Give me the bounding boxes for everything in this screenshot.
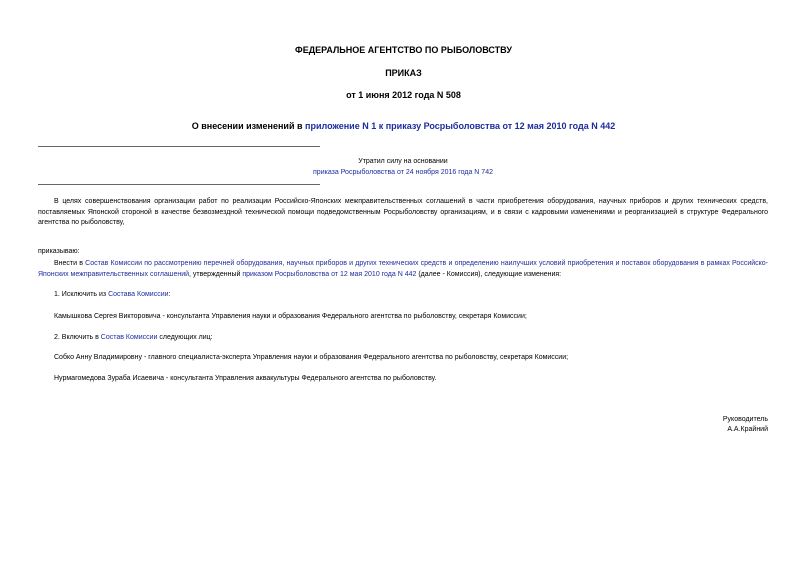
person-3: Нурмагомедова Зураба Исаевича - консультанта Управления аквакультуры Федерального агентства по рыболовству. <box>54 375 437 382</box>
person-2: Собко Анну Владимировну - главного специалиста-эксперта Управления науки и образования Федерального агентства по рыболовству, секретаря Комиссии; <box>54 354 569 361</box>
divider-top <box>38 146 320 147</box>
signature-name: А.А.Крайний <box>727 426 768 433</box>
title-prefix: О внесении изменений в <box>191 121 306 131</box>
order-word: приказываю: <box>38 248 80 255</box>
signature-role: Руководитель <box>722 416 768 423</box>
main-text-2: , утвержденный <box>189 270 243 278</box>
status-link[interactable]: приказа Росрыболовства от 24 ноября 2016 года N 742 <box>313 169 493 176</box>
divider-bottom <box>38 184 320 185</box>
main-paragraph <box>38 259 768 280</box>
person-1: Камышкова Сергея Викторовича - консультанта Управления науки и образования Федерального агентства по рыболовству, секретаря Комиссии; <box>54 313 527 320</box>
main-text-1: Внести в <box>54 260 86 267</box>
item-1-prefix: 1. Исключить из <box>54 291 109 298</box>
document-type: ПРИКАЗ <box>385 68 422 78</box>
item-1 <box>54 290 170 300</box>
item-1-suffix: : <box>168 291 171 298</box>
item-1-link[interactable]: Состава Комиссии <box>108 291 169 298</box>
item-2-suffix: следующих лиц: <box>157 334 213 341</box>
commission-composition-link[interactable]: Состав Комиссии по рассмотрению перечней оборудования, научных приборов и других технических средств и определению наилучших условий приобретения и поставок оборудования в рамках Российско-Японских межправительственных соглашений <box>38 260 769 278</box>
preamble-paragraph: В целях совершенствования организации работ по реализации Российско-Японских межправительственных соглашений в части приобретения оборудования, научных приборов и других технических средств, поставляемых Японской стороной в качестве безвозмездной технической помощи подведомственным Росрыболовству организациям, и в связи с кадровыми изменениями и реорганизацией в структуре Федерального агентства по рыболовству, <box>38 198 768 226</box>
item-2-prefix: 2. Включить в <box>54 334 101 341</box>
item-2 <box>54 333 213 343</box>
document-date: от 1 июня 2012 года N 508 <box>346 90 461 100</box>
item-2-link[interactable]: Состав Комиссии <box>100 334 158 341</box>
title-link[interactable]: приложение N 1 к приказу Росрыболовства от 12 мая 2010 года N 442 <box>305 121 616 131</box>
status-line: Утратил силу на основании <box>358 158 448 165</box>
document-title <box>0 121 807 131</box>
agency-name: ФЕДЕРАЛЬНОЕ АГЕНТСТВО ПО РЫБОЛОВСТВУ <box>295 45 512 55</box>
main-text-3: (далее - Комиссия), следующие изменения: <box>416 270 562 278</box>
order-442-link[interactable]: приказом Росрыболовства от 12 мая 2010 года N 442 <box>242 270 417 278</box>
